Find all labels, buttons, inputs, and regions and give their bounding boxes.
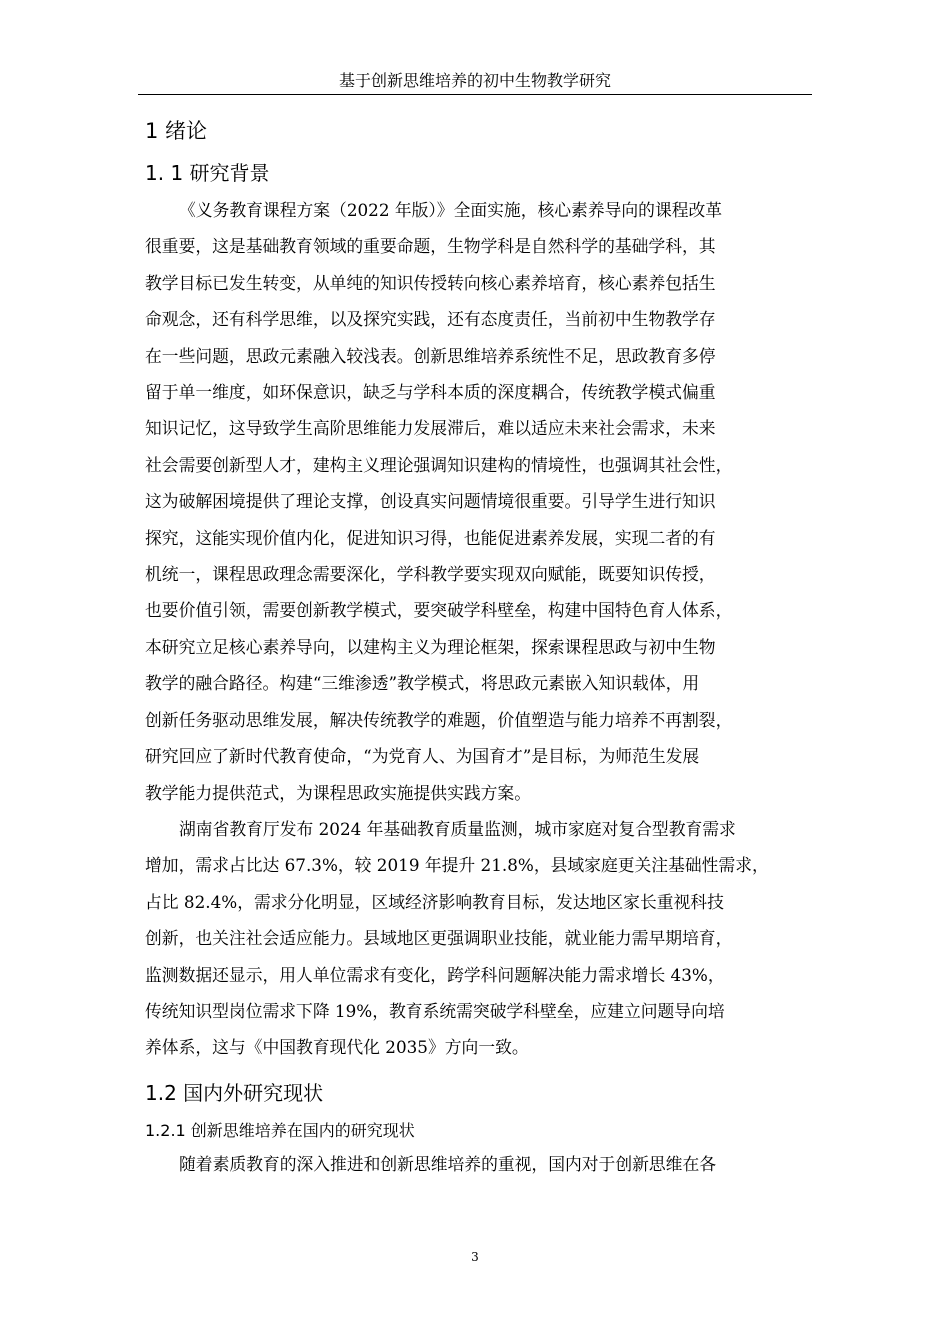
paragraph-line: 社会需要创新型人才，建构主义理论强调知识建构的情境性，也强调其社会性， — [145, 454, 733, 475]
subsection-heading-1-2-1: 1.2.1 创新思维培养在国内的研究现状 — [145, 1120, 415, 1140]
document-body — [145, 110, 805, 1182]
page-header — [138, 70, 812, 95]
paragraph-line: 占比 82.4%，需求分化明显，区域经济影响教育目标，发达地区家长重视科技 — [145, 891, 724, 912]
paragraph-line: 随着素质教育的深入推进和创新思维培养的重视，国内对于创新思维在各 — [179, 1153, 717, 1174]
paragraph-line: 监测数据还显示，用人单位需求有变化，跨学科问题解决能力需求增长 43%， — [145, 964, 725, 985]
paragraph-line: 这为破解困境提供了理论支撑，创设真实问题情境很重要。引导学生进行知识 — [145, 491, 716, 512]
paragraph-line: 传统知识型岗位需求下降 19%，教育系统需突破学科壁垒，应建立问题导向培 — [145, 1000, 725, 1021]
paragraph-line: 命观念，还有科学思维，以及探究实践，还有态度责任，当前初中生物教学存 — [145, 309, 716, 330]
paragraph-domestic-research — [145, 1146, 805, 1182]
section-heading-1-2: 1.2 国内外研究现状 — [145, 1080, 324, 1105]
paragraph-line: 机统一，课程思政理念需要深化，学科教学要实现双向赋能，既要知识传授， — [145, 564, 716, 585]
paragraph-research-background — [145, 192, 805, 811]
paragraph-line: 也要价值引领，需要创新教学模式，要突破学科壁垒，构建中国特色育人体系， — [145, 600, 733, 621]
paragraph-line: 教学的融合路径。构建“三维渗透”教学模式，将思政元素嵌入知识载体，用 — [145, 673, 700, 694]
paragraph-line: 研究回应了新时代教育使命，“为党育人、为国育才”是目标，为师范生发展 — [145, 746, 700, 767]
paragraph-line: 在一些问题，思政元素融入较浅表。创新思维培养系统性不足，思政教育多停 — [145, 345, 716, 366]
paragraph-line: 创新，也关注社会适应能力。县域地区更强调职业技能，就业能力需早期培育， — [145, 928, 733, 949]
header-title: 基于创新思维培养的初中生物教学研究 — [338, 71, 611, 90]
paragraph-line: 教学目标已发生转变，从单纯的知识传授转向核心素养培育，核心素养包括生 — [145, 272, 716, 293]
chapter-heading: 1 绪论 — [145, 119, 208, 143]
paragraph-line: 留于单一维度，如环保意识，缺乏与学科本质的深度耦合，传统教学模式偏重 — [145, 382, 716, 403]
paragraph-line: 知识记忆，这导致学生高阶思维能力发展滞后，难以适应未来社会需求，未来 — [145, 418, 716, 439]
section-heading-1-1: 1. 1 研究背景 — [145, 161, 270, 185]
paragraph-line: 创新任务驱动思维发展，解决传统教学的难题，价值塑造与能力培养不再割裂， — [145, 709, 733, 730]
page-number: 3 — [471, 1250, 479, 1264]
paragraph-line: 养体系，这与《中国教育现代化 2035》方向一致。 — [145, 1037, 529, 1058]
paragraph-line: 很重要，这是基础教育领域的重要命题，生物学科是自然科学的基础学科，其 — [145, 236, 716, 257]
paragraph-survey-data — [145, 811, 805, 1066]
paragraph-line: 湖南省教育厅发布 2024 年基础教育质量监测，城市家庭对复合型教育需求 — [179, 818, 736, 839]
paragraph-line: 《义务教育课程方案（2022 年版）》全面实施，核心素养导向的课程改革 — [179, 200, 723, 220]
paragraph-line: 本研究立足核心素养导向，以建构主义为理论框架，探索课程思政与初中生物 — [145, 636, 716, 657]
paragraph-line: 增加，需求占比达 67.3%，较 2019 年提升 21.8%，县域家庭更关注基础性需求， — [145, 855, 769, 876]
paragraph-line: 探究，这能实现价值内化，促进知识习得，也能促进素养发展，实现二者的有 — [145, 527, 716, 548]
paragraph-line: 教学能力提供范式，为课程思政实施提供实践方案。 — [145, 782, 531, 803]
